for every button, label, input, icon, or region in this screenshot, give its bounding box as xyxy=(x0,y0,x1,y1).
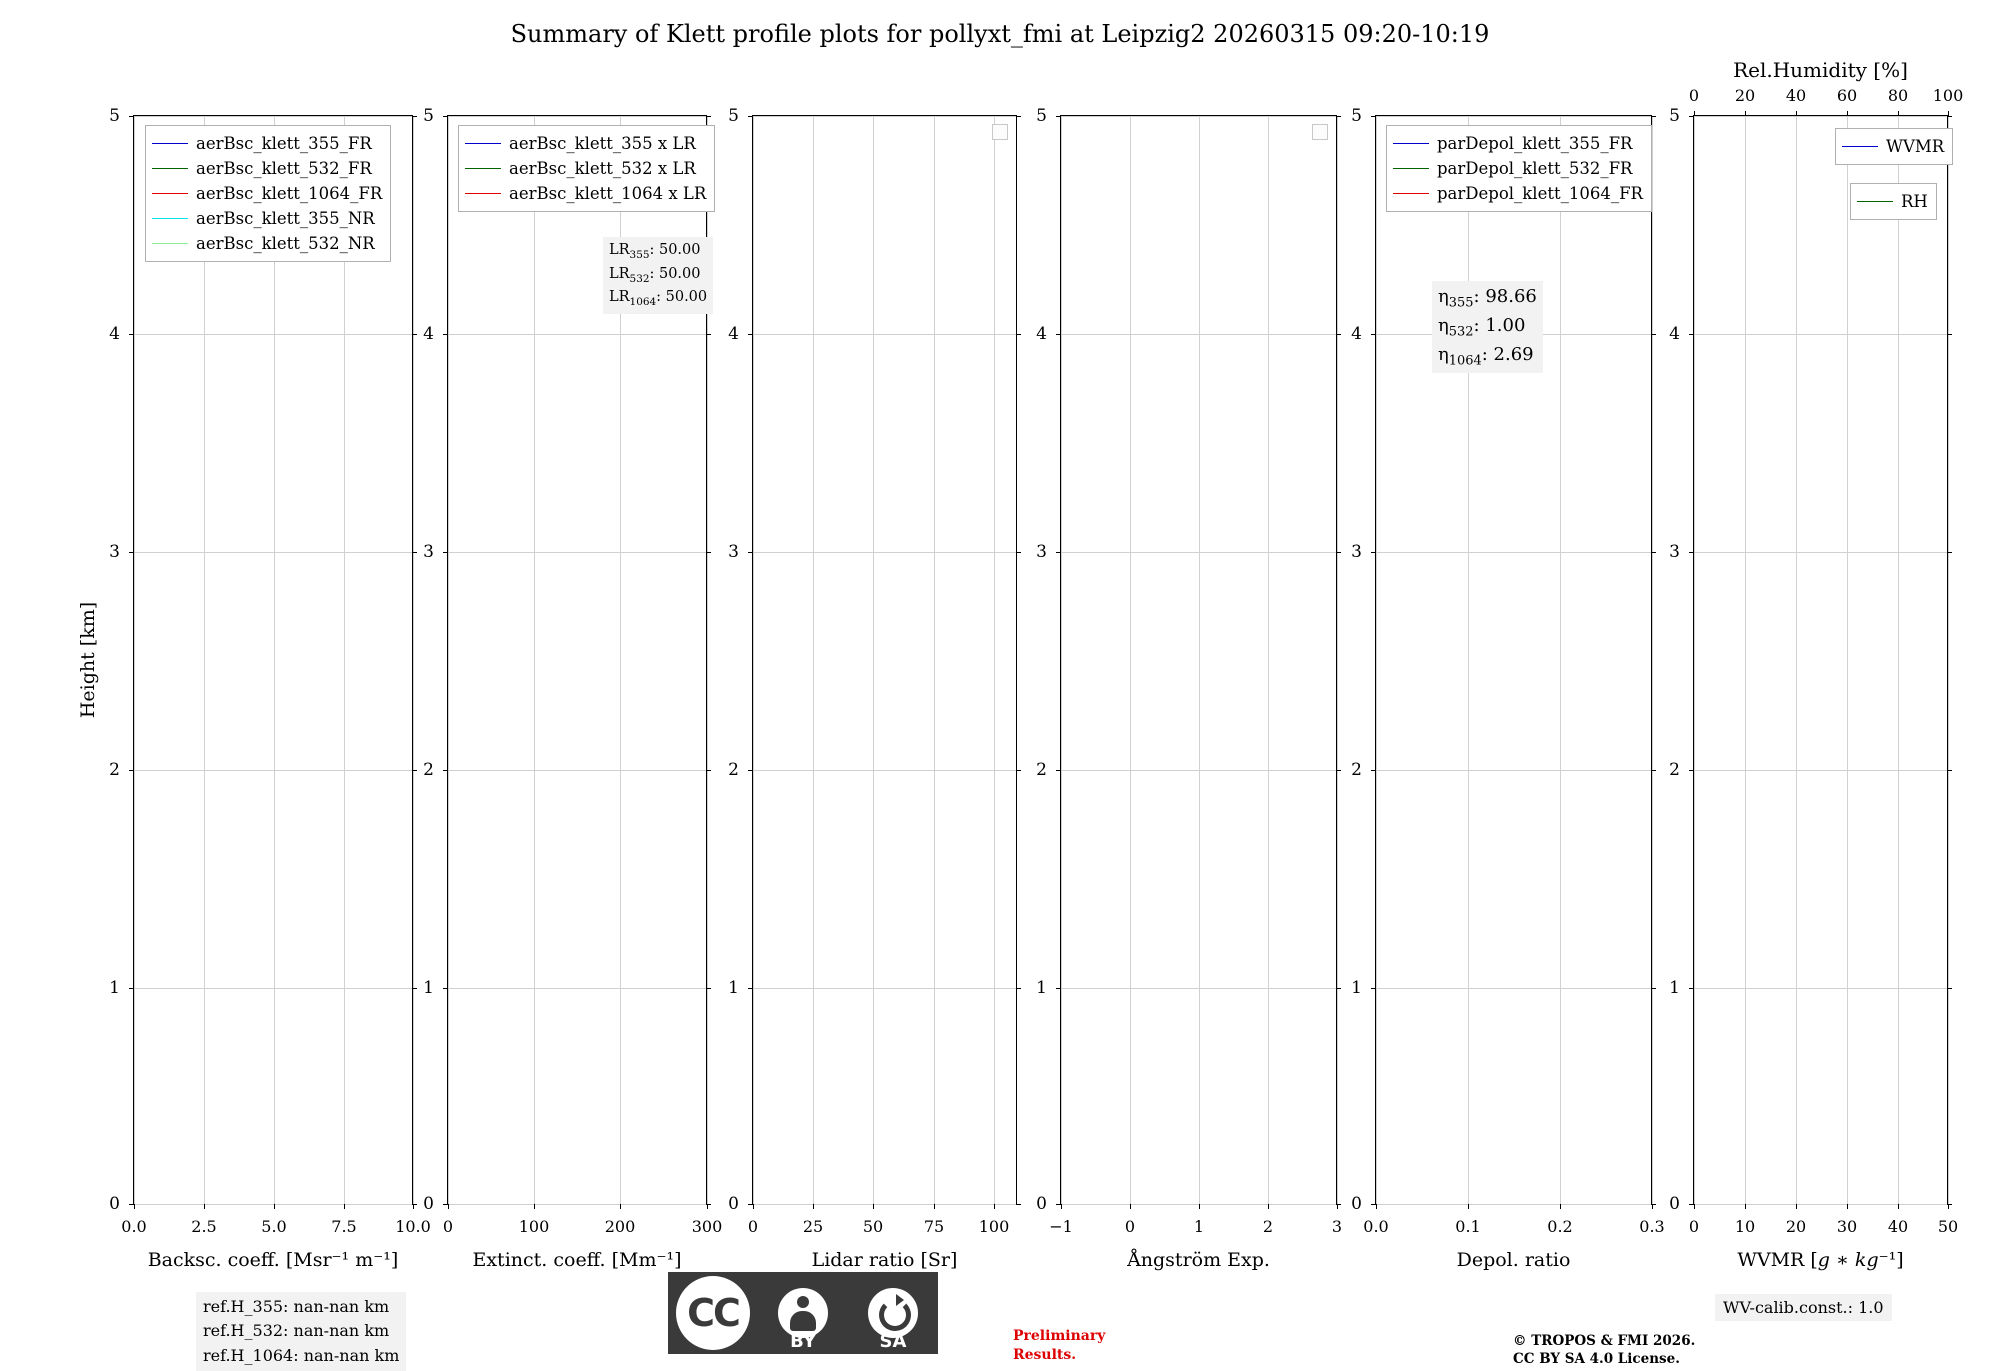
legend-label: aerBsc_klett_1064_FR xyxy=(196,184,383,204)
y-tick-0: 0 xyxy=(423,1194,434,1214)
legend-item[interactable] xyxy=(1393,181,1643,206)
eta-532-text: $\eta_{532}$: 1.00 xyxy=(1438,314,1526,340)
p6-top-tick-1: 20 xyxy=(1734,86,1756,105)
y-tick-0: 0 xyxy=(109,1194,120,1214)
legend-label: parDepol_klett_1064_FR xyxy=(1437,184,1643,204)
p3-x-tick-4: 100 xyxy=(978,1217,1010,1236)
legend-item[interactable] xyxy=(465,156,706,181)
preliminary-line-2: Results. xyxy=(1013,1346,1077,1363)
legend-label: aerBsc_klett_1064 x LR xyxy=(509,184,707,204)
legend-line-icon xyxy=(152,143,188,144)
lr-355-text: $LR_{355}$: 50.00 xyxy=(609,242,701,261)
p6-x-tick-3: 30 xyxy=(1836,1217,1858,1236)
figure-title: Summary of Klett profile plots for pollyxt_fmi at Leipzig2 20260315 09:20-10:19 xyxy=(510,20,1490,48)
legend-item[interactable] xyxy=(152,181,382,206)
legend-label: aerBsc_klett_532 x LR xyxy=(509,159,696,179)
p2-x-axis-label: Extinct. coeff. [Mm⁻¹] xyxy=(472,1249,682,1271)
p3-x-tick-3: 75 xyxy=(923,1217,945,1236)
y-tick-5: 5 xyxy=(1351,106,1362,126)
y-tick-2: 2 xyxy=(1351,760,1362,780)
legend-item[interactable] xyxy=(1393,131,1643,156)
legend-item[interactable] xyxy=(1393,156,1643,181)
y-tick-4: 4 xyxy=(423,324,434,344)
p6-x-tick-0: 0 xyxy=(1688,1217,1700,1236)
legend-line-icon xyxy=(152,218,188,219)
legend-item[interactable] xyxy=(152,206,382,231)
y-tick-4: 4 xyxy=(109,324,120,344)
legend-extinction[interactable] xyxy=(458,125,715,212)
legend-item[interactable] xyxy=(152,131,382,156)
p5-x-axis-label: Depol. ratio xyxy=(1456,1249,1571,1271)
legend-label: aerBsc_klett_355_FR xyxy=(196,134,372,153)
legend-label: aerBsc_klett_355_NR xyxy=(196,209,375,229)
p3-x-tick-1: 25 xyxy=(802,1217,824,1236)
p3-x-axis-label: Lidar ratio [Sr] xyxy=(811,1249,958,1271)
y-tick-1: 1 xyxy=(1351,978,1362,998)
y-tick-1: 1 xyxy=(1669,978,1680,998)
p2-x-tick-2: 200 xyxy=(604,1217,636,1236)
y-tick-0: 0 xyxy=(728,1194,739,1214)
y-tick-3: 3 xyxy=(1351,542,1362,562)
y-tick-2: 2 xyxy=(423,760,434,780)
y-tick-4: 4 xyxy=(1669,324,1680,344)
y-tick-0: 0 xyxy=(1351,1194,1362,1214)
panel-lidar-ratio[interactable] xyxy=(728,106,1017,1271)
copyright-line-1: © TROPOS & FMI 2026. xyxy=(1513,1333,1696,1349)
legend-label: parDepol_klett_532_FR xyxy=(1437,159,1633,179)
p2-x-tick-1: 100 xyxy=(518,1217,550,1236)
panel-angstrom[interactable] xyxy=(1036,106,1343,1271)
p6-top-tick-2: 40 xyxy=(1785,86,1807,105)
p4-x-tick-3: 2 xyxy=(1262,1217,1274,1236)
legend-line-icon xyxy=(465,168,501,169)
legend-label: parDepol_klett_355_FR xyxy=(1437,134,1633,153)
legend-line-icon xyxy=(1857,201,1893,202)
legend-backscatter[interactable] xyxy=(145,125,391,262)
cc-logo-cell xyxy=(668,1272,758,1354)
y-axis-label: Height [km] xyxy=(77,601,99,719)
y-tick-2: 2 xyxy=(109,760,120,780)
y-tick-0: 0 xyxy=(1669,1194,1680,1214)
y-tick-1: 1 xyxy=(423,978,434,998)
p6-x-tick-2: 20 xyxy=(1785,1217,1807,1236)
y-tick-3: 3 xyxy=(1669,542,1680,562)
lr-1064-text: $LR_{1064}$: 50.00 xyxy=(609,289,708,308)
legend-line-icon xyxy=(152,243,188,244)
y-tick-4: 4 xyxy=(1351,324,1362,344)
y-tick-5: 5 xyxy=(423,106,434,126)
empty-legend-placeholder xyxy=(992,124,1008,140)
copyright-note xyxy=(1513,1332,1695,1368)
legend-depol-ratio[interactable] xyxy=(1386,125,1652,212)
p2-x-tick-0: 0 xyxy=(442,1217,454,1236)
empty-legend-placeholder xyxy=(1312,124,1328,140)
legend-label: RH xyxy=(1901,192,1928,211)
p5-x-tick-0: 0.0 xyxy=(1363,1217,1389,1236)
preliminary-results-note xyxy=(1013,1327,1105,1365)
legend-label: aerBsc_klett_532_FR xyxy=(196,159,372,179)
ref-h-532-text: ref.H_532: nan-nan km xyxy=(203,1321,390,1341)
copyright-line-2: CC BY SA 4.0 License. xyxy=(1513,1351,1680,1368)
cc-sa-cell xyxy=(848,1272,938,1354)
cc-by-label: BY xyxy=(790,1331,816,1352)
y-tick-4: 4 xyxy=(1036,324,1047,344)
y-tick-5: 5 xyxy=(1669,106,1680,126)
p4-x-tick-1: 0 xyxy=(1124,1217,1136,1236)
ref-h-355-text: ref.H_355: nan-nan km xyxy=(203,1297,390,1316)
legend-label: WVMR xyxy=(1886,137,1945,156)
legend-line-icon xyxy=(1842,146,1878,147)
p6-top-tick-3: 60 xyxy=(1836,86,1858,105)
legend-label: aerBsc_klett_532_NR xyxy=(196,234,375,254)
eta-355-text: $\eta_{355}$: 98.66 xyxy=(1438,286,1537,311)
p4-x-tick-0: −1 xyxy=(1049,1217,1073,1236)
p6-top-tick-4: 80 xyxy=(1887,86,1909,105)
eta-1064-text: $\eta_{1064}$: 2.69 xyxy=(1438,343,1534,369)
panel-backscatter[interactable] xyxy=(109,106,431,1271)
y-tick-2: 2 xyxy=(1036,760,1047,780)
preliminary-line-1: Preliminary xyxy=(1013,1328,1106,1344)
y-tick-1: 1 xyxy=(1036,978,1047,998)
p1-x-tick-1: 2.5 xyxy=(191,1217,217,1236)
p3-x-tick-0: 0 xyxy=(747,1217,759,1236)
p6-top-axis-label: Rel.Humidity [%] xyxy=(1733,58,1908,82)
lidar-ratio-info xyxy=(603,237,713,314)
legend-item[interactable] xyxy=(1857,189,1928,214)
y-tick-4: 4 xyxy=(728,324,739,344)
p4-x-tick-4: 3 xyxy=(1331,1217,1343,1236)
cc-license-badge[interactable] xyxy=(668,1272,938,1354)
y-tick-3: 3 xyxy=(1036,542,1047,562)
reference-height-box xyxy=(196,1292,406,1371)
p6-x-axis-label: WVMR [𝑔 ∗ 𝑘𝑔⁻¹] xyxy=(1737,1249,1904,1271)
cc-sa-label: SA xyxy=(879,1331,907,1352)
p4-x-axis-label: Ångström Exp. xyxy=(1127,1249,1270,1271)
legend-item[interactable] xyxy=(1842,134,1944,159)
y-tick-0: 0 xyxy=(1036,1194,1047,1214)
panel-depol-ratio[interactable] xyxy=(1351,106,1665,1271)
p6-x-tick-4: 40 xyxy=(1887,1217,1909,1236)
cc-by-cell xyxy=(758,1272,848,1354)
p1-x-tick-2: 5.0 xyxy=(261,1217,287,1236)
cc-circle-icon: CC xyxy=(676,1276,750,1350)
p6-x-tick-5: 50 xyxy=(1937,1217,1959,1236)
y-tick-5: 5 xyxy=(1036,106,1047,126)
wv-calib-const-box: WV-calib.const.: 1.0 xyxy=(1715,1294,1892,1321)
p5-x-tick-1: 0.1 xyxy=(1455,1217,1481,1236)
legend-line-icon xyxy=(465,193,501,194)
p5-x-tick-2: 0.2 xyxy=(1547,1217,1573,1236)
y-tick-2: 2 xyxy=(728,760,739,780)
legend-rh[interactable] xyxy=(1850,183,1937,220)
p1-x-tick-4: 10.0 xyxy=(395,1217,431,1236)
y-tick-5: 5 xyxy=(109,106,120,126)
legend-item[interactable] xyxy=(465,131,706,156)
p1-x-axis-label: Backsc. coeff. [Msr⁻¹ m⁻¹] xyxy=(147,1249,399,1271)
y-tick-2: 2 xyxy=(1669,760,1680,780)
ref-h-1064-text: ref.H_1064: nan-nan km xyxy=(203,1345,400,1365)
legend-line-icon xyxy=(1393,168,1429,169)
y-tick-3: 3 xyxy=(423,542,434,562)
y-tick-5: 5 xyxy=(728,106,739,126)
p6-top-tick-5: 100 xyxy=(1932,86,1964,105)
p1-x-tick-0: 0.0 xyxy=(121,1217,147,1236)
p4-x-tick-2: 1 xyxy=(1193,1217,1205,1236)
y-tick-3: 3 xyxy=(728,542,739,562)
legend-wvmr[interactable] xyxy=(1835,128,1953,165)
p6-top-tick-0: 0 xyxy=(1688,86,1700,105)
p5-x-tick-3: 0.3 xyxy=(1639,1217,1665,1236)
p3-x-tick-2: 50 xyxy=(862,1217,884,1236)
legend-line-icon xyxy=(152,168,188,169)
legend-item[interactable] xyxy=(152,156,382,181)
legend-item[interactable] xyxy=(152,231,382,256)
legend-line-icon xyxy=(152,193,188,194)
p6-x-tick-1: 10 xyxy=(1734,1217,1756,1236)
lr-532-text: $LR_{532}$: 50.00 xyxy=(609,265,701,285)
legend-line-icon xyxy=(1393,193,1429,194)
legend-line-icon xyxy=(1393,143,1429,144)
legend-line-icon xyxy=(465,143,501,144)
depol-eta-info xyxy=(1432,281,1543,373)
legend-item[interactable] xyxy=(465,181,706,206)
y-tick-3: 3 xyxy=(109,542,120,562)
panel-wvmr-rh[interactable] xyxy=(1669,58,1964,1271)
y-tick-1: 1 xyxy=(109,978,120,998)
y-tick-1: 1 xyxy=(728,978,739,998)
legend-label: aerBsc_klett_355 x LR xyxy=(509,134,696,153)
p2-x-tick-3: 300 xyxy=(691,1217,723,1236)
p1-x-tick-3: 7.5 xyxy=(331,1217,357,1236)
